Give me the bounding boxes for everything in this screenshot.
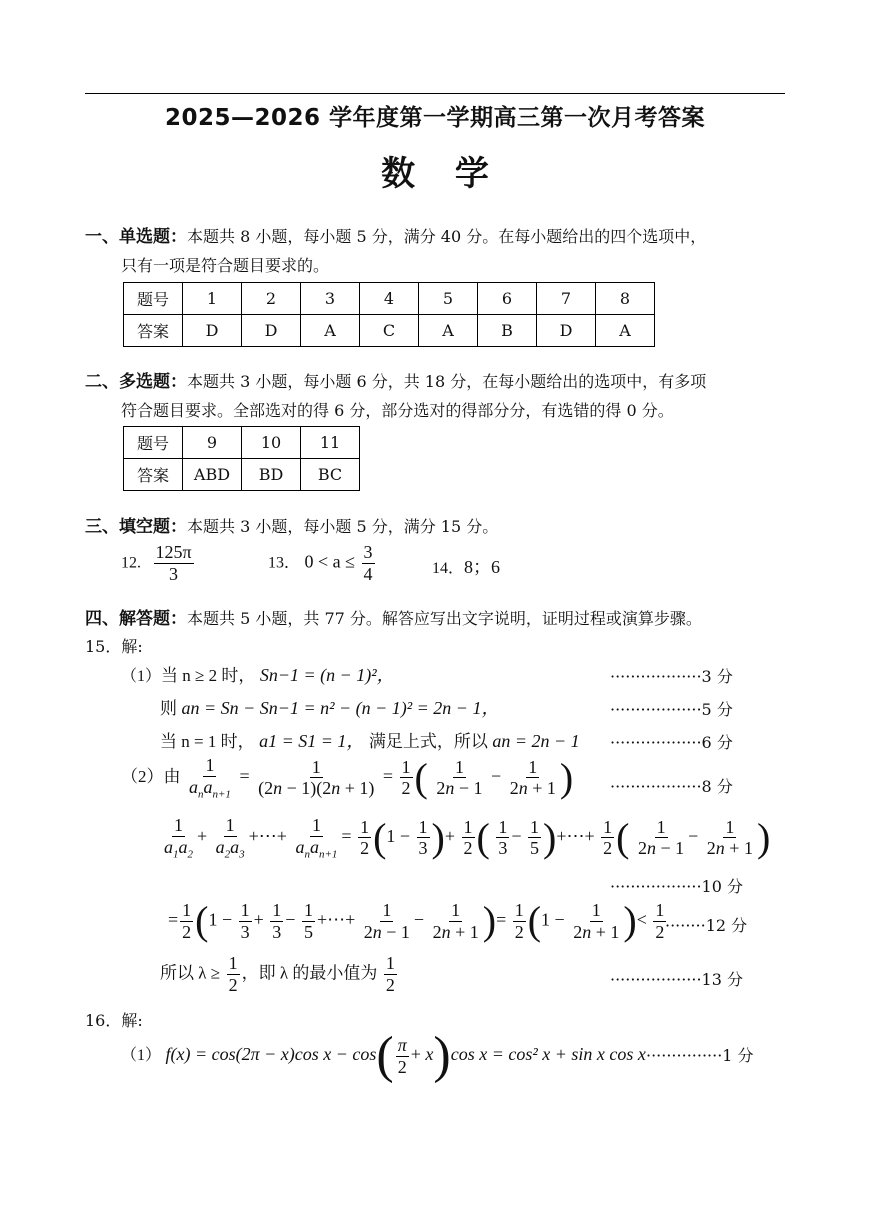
question-number-cell: 2 (242, 283, 301, 315)
q15-score-10: ··················10 分 (610, 877, 743, 896)
q15-score-12: ········12 分 (665, 916, 748, 935)
q15-score-8: ··················8 分 (610, 777, 733, 796)
section1-desc1: 本题共 8 小题，每小题 5 分，满分 40 分。在每小题给出的四个选项中， (187, 227, 707, 246)
q15-line2: 则 an = Sn − Sn−1 = n² − (n − 1)² = 2n − 1， (160, 698, 500, 718)
answer-cell: D (183, 315, 242, 347)
fill-answer-14: 14．8；6 (432, 557, 501, 577)
q15-label: 15．解: (85, 637, 143, 656)
question-number-cell: 9 (183, 427, 242, 459)
q16-line1: （1） f(x) = cos(2π − x)cos x − cos( $\frac{\pi}{2}$ + x)cos x = cos² x + sin x cos x (121, 1027, 646, 1084)
multi-choice-answer-table (123, 426, 360, 491)
answer-cell: A (596, 315, 655, 347)
answer-cell: ABD (183, 459, 242, 491)
row-label-answer: 答案 (124, 459, 183, 491)
question-number-cell: 3 (301, 283, 360, 315)
q15-score-3: ··················3 分 (610, 667, 733, 686)
question-number-cell: 8 (596, 283, 655, 315)
section4-line (85, 604, 702, 629)
section1-desc2: 只有一项是符合题目要求的。 (121, 256, 330, 275)
answer-cell: BD (242, 459, 301, 491)
row-label-answer: 答案 (124, 315, 183, 347)
question-number-cell: 4 (360, 283, 419, 315)
subject-title: 数 学 (381, 154, 489, 194)
question-number-cell: 6 (478, 283, 537, 315)
question-number-cell: 5 (419, 283, 478, 315)
q15-line7: 所以 λ ≥ $\frac{1}{2}$ ，即 λ 的最小值为 $\frac{1}{2}$ (160, 953, 395, 995)
section4-desc: 本题共 5 小题，共 77 分。解答应写出文字说明，证明过程或演算步骤。 (187, 609, 702, 628)
section2-desc2: 符合题目要求。全部选对的得 6 分，部分选对的得部分分，有选错的得 0 分。 (121, 401, 674, 420)
question-number-cell: 7 (537, 283, 596, 315)
q15-score-13: ··················13 分 (610, 970, 743, 989)
question-number-cell: 10 (242, 427, 301, 459)
question-number-cell: 11 (301, 427, 360, 459)
section3-desc: 本题共 3 小题，每小题 5 分，满分 15 分。 (187, 517, 499, 536)
answer-cell: D (242, 315, 301, 347)
fill-answer-12: 12. $\frac{125\pi}{3}$ (121, 542, 192, 584)
answer-cell: D (537, 315, 596, 347)
section3-heading: 三、填空题： (85, 517, 187, 537)
row-label-question: 题号 (124, 427, 183, 459)
q15-line5: $\frac{1}{a_1a_2}$ + $\frac{1}{a_2a_3}$ +⋯+ $\frac{1}{a_na_{n+1}}$ = $\frac{1}{2}$ (1 − $\frac{1}{3}$ )+ $\frac{1}{2}$ ( $\frac{1}{3}$ − $\frac{1}{5}$ )+⋯+ $\frac{1}{2}$ ( $\frac{1}{2n - 1}$ − $\frac{1}{2n + 1}$ ) (164, 814, 771, 861)
section1-line1 (85, 222, 706, 247)
q15-score-6: ··················6 分 (610, 733, 733, 752)
q16-score-1: ···············1 分 (646, 1046, 754, 1065)
answer-cell: BC (301, 459, 360, 491)
answer-cell: A (301, 315, 360, 347)
question-number-cell: 1 (183, 283, 242, 315)
row-label-question: 题号 (124, 283, 183, 315)
header-rule (85, 93, 785, 94)
page-title: 2025—2026 学年度第一学期高三第一次月考答案 (164, 105, 706, 131)
answer-cell: B (478, 315, 537, 347)
section1-heading: 一、单选题： (85, 227, 187, 247)
q15-score-5: ··················5 分 (610, 700, 733, 719)
q15-line6: = $\frac{1}{2}$ (1 − $\frac{1}{3}$ + $\frac{1}{3}$ − $\frac{1}{5}$ +⋯+ $\frac{1}{2n - 1}$ − $\frac{1}{2n + 1}$ )= $\frac{1}{2}$ (1 − $\frac{1}{2n + 1}$ )< $\frac{1}{2}$ (168, 898, 665, 944)
answer-cell: C (360, 315, 419, 347)
fill-answer-13: 13． 0 < a ≤ $\frac{3}{4}$ (268, 542, 373, 584)
section2-line1 (85, 367, 706, 392)
single-choice-answer-table (123, 282, 655, 347)
q15-line4: （2）由 $\frac{1}{a_na_{n+1}}$ = $\frac{1}{(2n - 1)(2n + 1)}$ = $\frac{1}{2}$ ( $\frac{1}{2n - 1}$ − $\frac{1}{2n + 1}$ ) (121, 754, 574, 801)
answer-cell: A (419, 315, 478, 347)
q15-line3: 当 n = 1 时， a1 = S1 = 1， 满足上式，所以 an = 2n − 1 (160, 731, 580, 751)
section4-heading: 四、解答题： (85, 609, 187, 629)
q16-label: 16．解: (85, 1011, 143, 1030)
section3-line (85, 512, 498, 537)
section2-heading: 二、多选题： (85, 372, 187, 392)
section2-desc1: 本题共 3 小题，每小题 6 分，共 18 分，在每小题给出的选项中，有多项 (187, 372, 707, 391)
q15-line1: （1）当 n ≥ 2 时， Sn−1 = (n − 1)²， (121, 665, 395, 685)
